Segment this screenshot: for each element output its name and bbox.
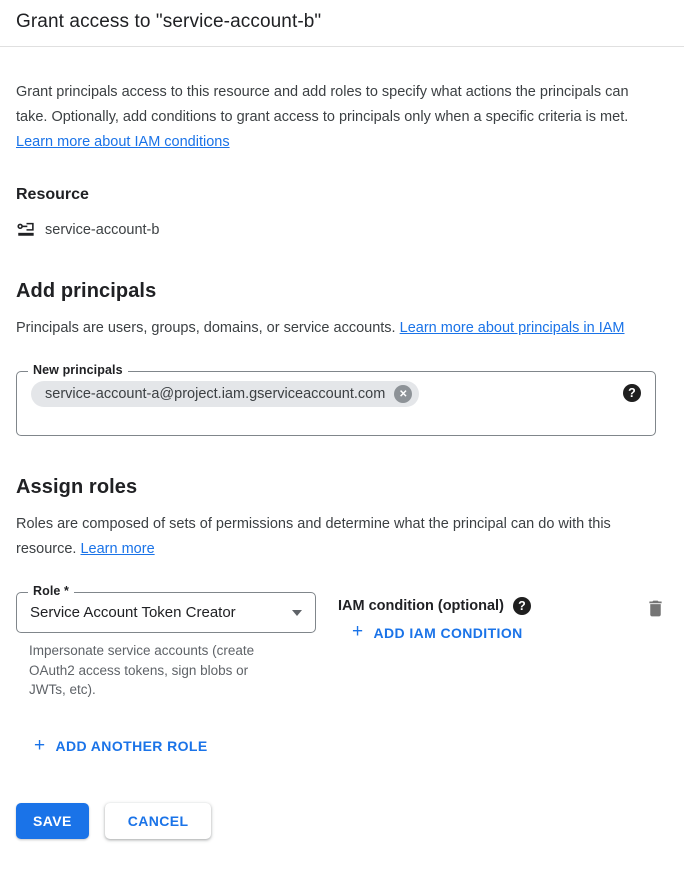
chip-remove-icon[interactable]: ✕ <box>394 385 412 403</box>
iam-condition-label: IAM condition (optional) <box>338 598 504 614</box>
new-principals-input[interactable] <box>16 363 656 436</box>
iam-condition-column <box>338 592 606 643</box>
role-select-label: Role * <box>28 584 74 598</box>
add-another-role-label: ADD ANOTHER ROLE <box>55 738 208 754</box>
resource-heading: Resource <box>16 186 89 203</box>
dialog-actions <box>16 803 668 839</box>
add-another-role-button[interactable] <box>34 734 208 756</box>
new-principals-label: New principals <box>28 363 128 377</box>
role-selected-value: Service Account Token Creator <box>30 604 236 621</box>
role-row <box>16 584 668 700</box>
intro-paragraph <box>16 80 661 155</box>
cancel-button[interactable]: CANCEL <box>105 803 212 839</box>
iam-condition-help-icon[interactable]: ? <box>513 597 531 615</box>
principal-chip-text: service-account-a@project.iam.gserviceaccount.com <box>45 386 386 402</box>
iam-conditions-learn-more-link[interactable]: Learn more about IAM conditions <box>16 134 230 150</box>
new-principals-help-icon[interactable]: ? <box>623 384 641 402</box>
dialog-body <box>0 80 684 839</box>
trash-icon <box>645 598 666 619</box>
service-account-icon <box>16 220 36 240</box>
add-iam-condition-button[interactable] <box>352 623 523 642</box>
principals-learn-more-link[interactable]: Learn more about principals in IAM <box>399 320 625 336</box>
plus-icon: + <box>352 621 364 642</box>
resource-name: service-account-b <box>45 222 160 238</box>
add-iam-condition-label: ADD IAM CONDITION <box>373 624 523 641</box>
role-column <box>16 584 316 700</box>
chevron-down-icon <box>292 610 302 616</box>
plus-icon: + <box>34 734 46 756</box>
iam-condition-label-row <box>338 597 606 615</box>
save-button[interactable]: SAVE <box>16 803 89 839</box>
intro-text: Grant principals access to this resource and add roles to specify what actions the principals can take. Optionally, add conditions to grant access to principals only when a specific criteria is met. <box>16 84 629 125</box>
assign-roles-heading: Assign roles <box>16 476 138 498</box>
roles-learn-more-link[interactable]: Learn more <box>80 541 155 557</box>
resource-row <box>16 220 668 240</box>
delete-role-button[interactable] <box>643 596 668 621</box>
principal-chip <box>31 381 419 407</box>
assign-roles-description <box>16 512 661 562</box>
role-select[interactable] <box>16 584 316 633</box>
dialog-title: Grant access to "service-account-b" <box>16 11 322 32</box>
assign-roles-text: Roles are composed of sets of permissions and determine what the principal can do with this resource. <box>16 516 611 557</box>
role-help-text: Impersonate service accounts (create OAuth2 access tokens, sign blobs or JWTs, etc). <box>29 643 255 697</box>
add-principals-text: Principals are users, groups, domains, or service accounts. <box>16 320 400 336</box>
dialog-header <box>0 0 684 47</box>
add-principals-description <box>16 316 661 341</box>
add-principals-heading: Add principals <box>16 280 157 302</box>
